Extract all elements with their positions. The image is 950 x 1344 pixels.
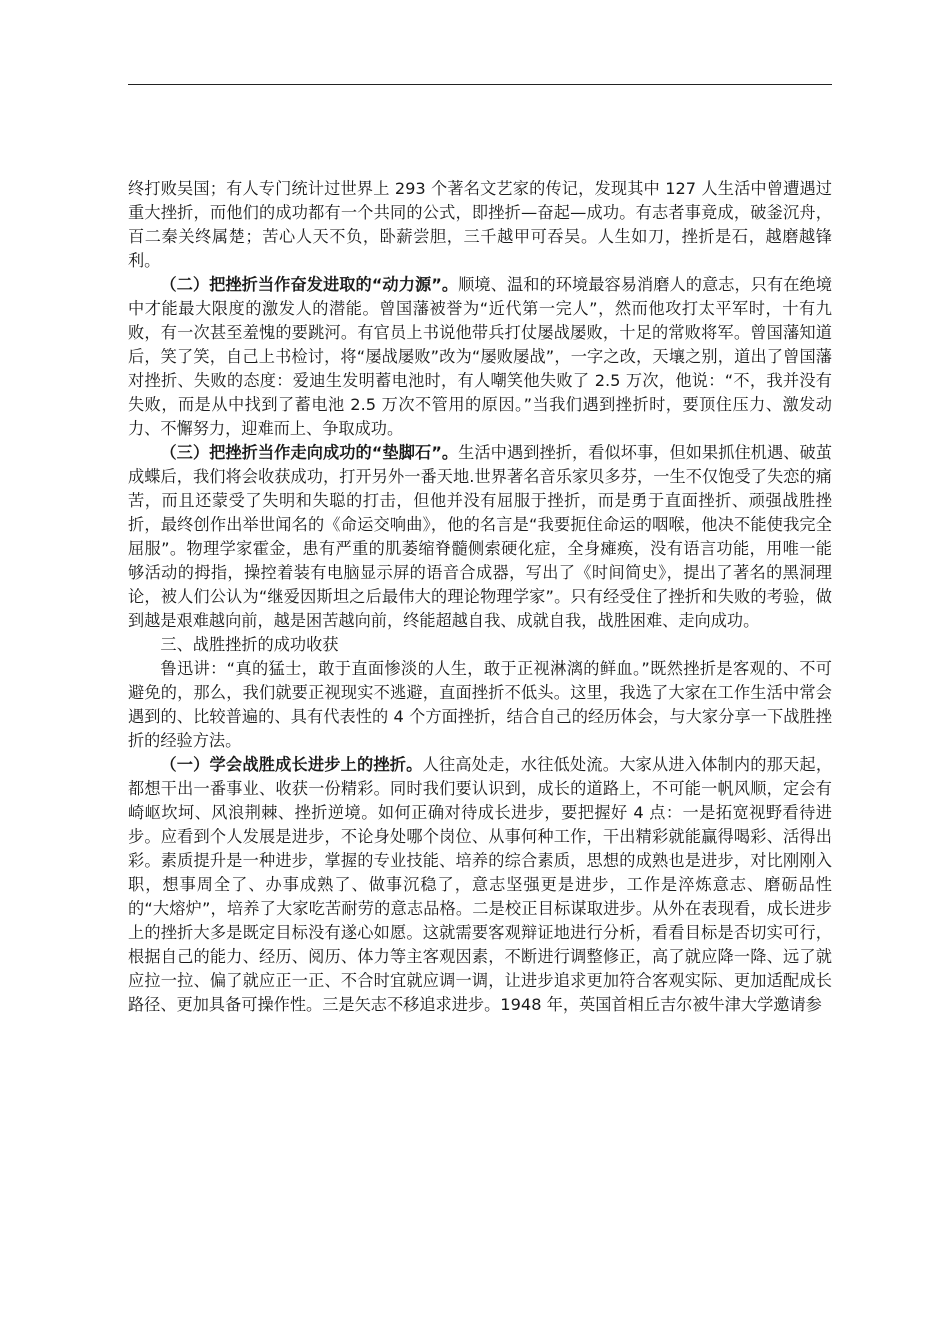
paragraph-continuation bbox=[128, 177, 832, 273]
header-rule bbox=[128, 84, 832, 85]
paragraph-heading: （二）把挫折当作奋发进取的“动力源”。 bbox=[160, 275, 459, 294]
paragraph-heading: （三）把挫折当作走向成功的“垫脚石”。 bbox=[160, 443, 459, 462]
paragraph-text: 终打败吴国；有人专门统计过世界上 293 个著名文艺家的传记，发现其中 127 人生活中曾遭遇过重大挫折，而他们的成功都有一个共同的公式，即挫折—奋起—成功。有志者事竟成，破釜沉舟，百二秦关终属楚；苦心人天不负，卧薪尝胆，三千越甲可吞吴。人生如刀，挫折是石，越磨越锋利。 bbox=[128, 179, 832, 270]
paragraph-growth-setbacks bbox=[128, 753, 832, 1017]
paragraph-text: 人往高处走，水往低处流。大家从进入体制内的那天起，都想干出一番事业、收获一份精彩。同时我们要认识到，成长的道路上，不可能一帆风顺，定会有崎岖坎坷、风浪荆棘、挫折逆境。如何正确对待成长进步，要把握好 4 点：一是拓宽视野看待进步。应看到个人发展是进步，不论身处哪个岗位、从事何种工作，干出精彩就能赢得喝彩、活得出彩。素质提升是一种进步，掌握的专业技能、培养的综合素质，思想的成熟也是进步，对比刚刚入职，想事周全了、办事成熟了、做事沉稳了，意志坚强更是进步，工作是淬炼意志、磨砺品性的“大熔炉”，培养了大家吃苦耐劳的意志品格。二是校正目标谋取进步。从外在表现看，成长进步上的挫折大多是既定目标没有遂心如愿。这就需要客观辩证地进行分析，看看目标是否切实可行，根据自己的能力、经历、阅历、体力等主客观因素，不断进行调整修正，高了就应降一降、远了就应拉一拉、偏了就应正一正、不合时宜就应调一调，让进步追求更加符合客观实际、更加适配成长路径、更加具备可操作性。三是矢志不移追求进步。1948 年，英国首相丘吉尔被牛津大学邀请参 bbox=[128, 755, 833, 1014]
section-heading bbox=[128, 633, 832, 657]
paragraph-motivation-source bbox=[128, 273, 832, 441]
paragraph-text: 生活中遇到挫折，看似坏事，但如果抓住机遇、破茧成蝶后，我们将会收获成功，打开另外一番天地.世界著名音乐家贝多芬，一生不仅饱受了失恋的痛苦，而且还蒙受了失明和失聪的打击，但他并没有屈服于挫折，而是勇于直面挫折、顽强战胜挫折，最终创作出举世闻名的《命运交响曲》，他的名言是“我要扼住命运的咽喉，他决不能使我完全屈服”。物理学家霍金，患有严重的肌萎缩脊髓侧索硬化症，全身瘫痪，没有语言功能，用唯一能够活动的拇指，操控着装有电脑显示屏的语音合成器，写出了《时间简史》，提出了著名的黑洞理论，被人们公认为“继爱因斯坦之后最伟大的理论物理学家”。只有经受住了挫折和失败的考验，做到越是艰难越向前，越是困苦越向前，终能超越自我、成就自我，战胜困难、走向成功。 bbox=[128, 443, 833, 630]
paragraph-text: 鲁迅讲：“真的猛士，敢于直面惨淡的人生，敢于正视淋漓的鲜血。”既然挫折是客观的、不可避免的，那么，我们就要正视现实不逃避，直面挫折不低头。这里，我选了大家在工作生活中常会遇到的、比较普遍的、具有代表性的 4 个方面挫折，结合自己的经历体会，与大家分享一下战胜挫折的经验方法。 bbox=[128, 659, 832, 750]
paragraph-stepping-stone bbox=[128, 441, 832, 633]
section-heading-text: 三、战胜挫折的成功收获 bbox=[160, 635, 339, 654]
paragraph-heading: （一）学会战胜成长进步上的挫折。 bbox=[160, 755, 423, 774]
paragraph-text: 顺境、温和的环境最容易消磨人的意志，只有在绝境中才能最大限度的激发人的潜能。曾国藩被誉为“近代第一完人”，然而他攻打太平军时，十有九败，有一次甚至羞愧的要跳河。有官员上书说他带兵打仗屡战屡败，十足的常败将军。曾国藩知道后，笑了笑，自己上书检讨，将“屡战屡败”改为“屡败屡战”，一字之改，天壤之别，道出了曾国藩对挫折、失败的态度：爱迪生发明蓄电池时，有人嘲笑他失败了 2.5 万次，他说：“不，我并没有失败，而是从中找到了蓄电池 2.5 万次不管用的原因。”当我们遇到挫折时，要顶住压力、激发动力、不懈努力，迎难而上、争取成功。 bbox=[128, 275, 833, 438]
paragraph-luxun-quote bbox=[128, 657, 832, 753]
document-body bbox=[128, 177, 832, 1017]
